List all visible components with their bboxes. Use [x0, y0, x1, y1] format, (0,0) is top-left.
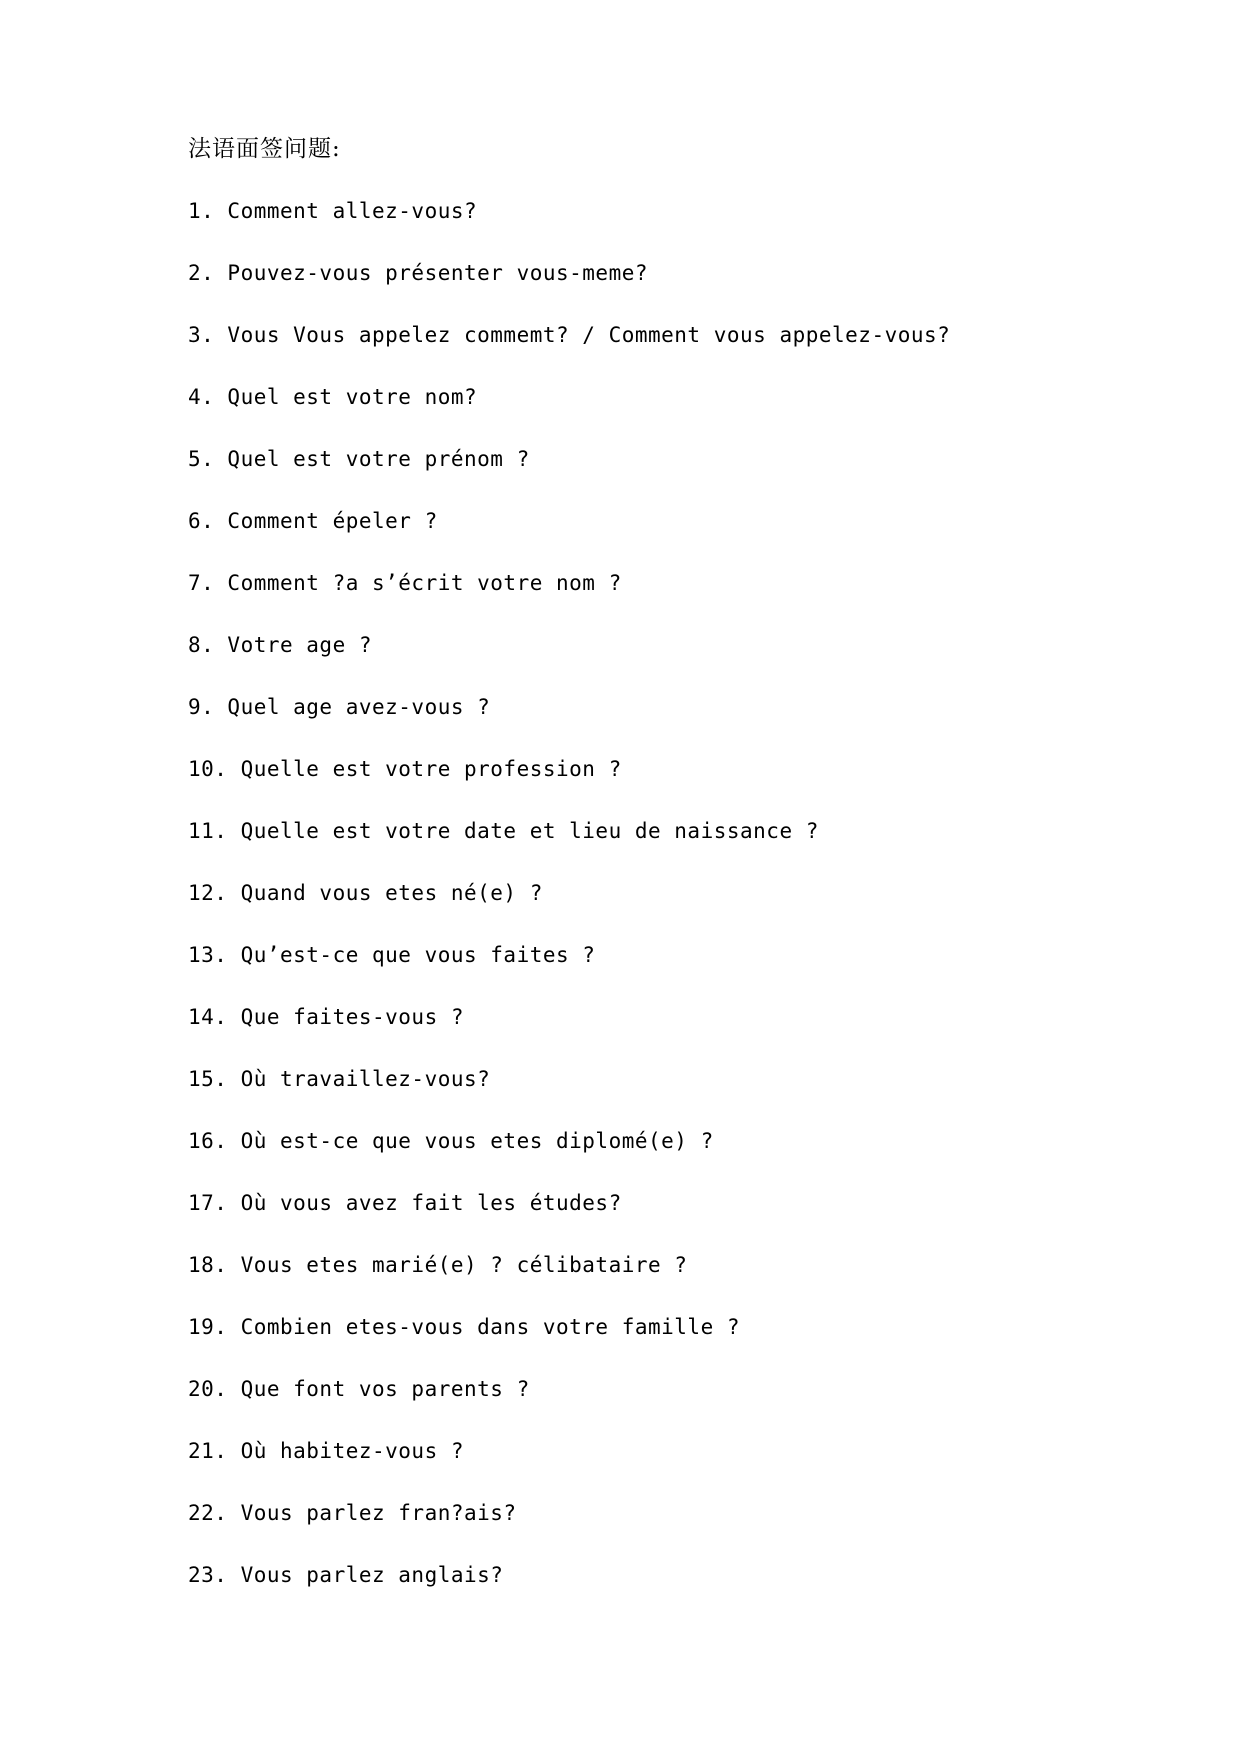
- question-item: 11. Quelle est votre date et lieu de naissance ?: [188, 819, 819, 843]
- question-item: 16. Où est-ce que vous etes diplomé(e) ?: [188, 1129, 714, 1153]
- question-item: 18. Vous etes marié(e) ? célibataire ?: [188, 1253, 688, 1277]
- question-item: 13. Qu’est-ce que vous faites ?: [188, 943, 596, 967]
- question-item: 10. Quelle est votre profession ?: [188, 757, 622, 781]
- document-body: [188, 136, 1188, 1622]
- question-item: 9. Quel age avez-vous ?: [188, 695, 491, 719]
- question-item: 14. Que faites-vous ?: [188, 1005, 465, 1029]
- question-item: 15. Où travaillez-vous?: [188, 1067, 491, 1091]
- question-item: 20. Que font vos parents ?: [188, 1377, 530, 1401]
- question-item: 8. Votre age ?: [188, 633, 373, 657]
- question-item: 6. Comment épeler ?: [188, 509, 438, 533]
- question-item: 3. Vous Vous appelez commemt? / Comment vous appelez-vous?: [188, 323, 951, 347]
- question-item: 7. Comment ?a s’écrit votre nom ?: [188, 571, 622, 595]
- question-item: 17. Où vous avez fait les études?: [188, 1191, 622, 1215]
- question-item: 19. Combien etes-vous dans votre famille ?: [188, 1315, 741, 1339]
- question-item: 2. Pouvez-vous présenter vous-meme?: [188, 261, 649, 285]
- question-item: 22. Vous parlez fran?ais?: [188, 1501, 517, 1525]
- question-item: 12. Quand vous etes né(e) ?: [188, 881, 543, 905]
- question-item: 21. Où habitez-vous ?: [188, 1439, 465, 1463]
- question-item: 5. Quel est votre prénom ?: [188, 447, 530, 471]
- question-item: 1. Comment allez-vous?: [188, 199, 478, 223]
- question-item: 4. Quel est votre nom?: [188, 385, 478, 409]
- document-heading: 法语面签问题:: [188, 136, 341, 162]
- question-item: 23. Vous parlez anglais?: [188, 1563, 504, 1587]
